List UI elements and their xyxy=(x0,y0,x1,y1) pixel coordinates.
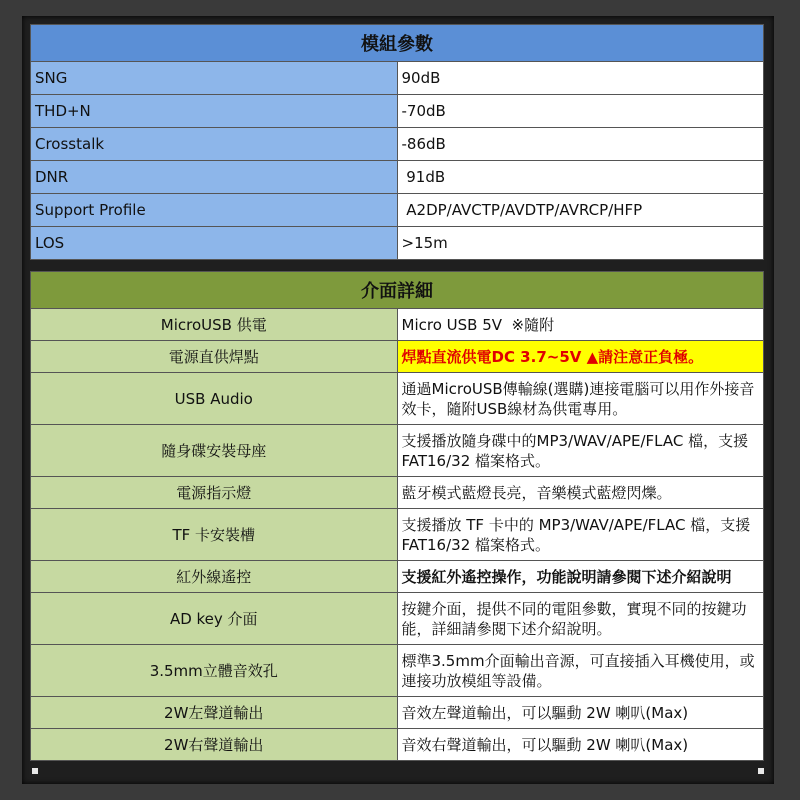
interface-label: 3.5mm立體音效孔 xyxy=(31,645,398,697)
param-value: >15m xyxy=(397,227,764,260)
interface-value: 按鍵介面，提供不同的電阻參數，實現不同的按鍵功能，詳細請參閱下述介紹說明。 xyxy=(397,593,764,645)
interface-label: 隨身碟安裝母座 xyxy=(31,425,398,477)
param-value: 91dB xyxy=(397,161,764,194)
interface-value: 通過MicroUSB傳輸線(選購)連接電腦可以用作外接音效卡，隨附USB線材為供電專用。 xyxy=(397,373,764,425)
interface-value: 支援播放隨身碟中的MP3/WAV/APE/FLAC 檔，支援FAT16/32 檔案格式。 xyxy=(397,425,764,477)
param-value: 90dB xyxy=(397,62,764,95)
interface-value: 藍牙模式藍燈長亮，音樂模式藍燈閃爍。 xyxy=(397,477,764,509)
table-row xyxy=(31,161,764,194)
param-label: DNR xyxy=(31,161,398,194)
table-row xyxy=(31,729,764,761)
table-row xyxy=(31,128,764,161)
interface-value: 音效右聲道輸出，可以驅動 2W 喇叭(Max) xyxy=(397,729,764,761)
table-row xyxy=(31,227,764,260)
interface-label: MicroUSB 供電 xyxy=(31,309,398,341)
table-row xyxy=(31,697,764,729)
interface-label: 紅外線遙控 xyxy=(31,561,398,593)
interface-label: 2W左聲道輸出 xyxy=(31,697,398,729)
interface-label: 電源指示燈 xyxy=(31,477,398,509)
table-row xyxy=(31,309,764,341)
table-row xyxy=(31,425,764,477)
param-label: LOS xyxy=(31,227,398,260)
param-label: Support Profile xyxy=(31,194,398,227)
module-params-table xyxy=(30,24,764,260)
warning-value: 焊點直流供電DC 3.7~5V ▲請注意正負極。 xyxy=(397,341,764,373)
param-value: A2DP/AVCTP/AVDTP/AVRCP/HFP xyxy=(397,194,764,227)
interface-label: TF 卡安裝槽 xyxy=(31,509,398,561)
param-value: -86dB xyxy=(397,128,764,161)
corner-marker xyxy=(758,768,764,774)
table-row xyxy=(31,341,764,373)
param-value: -70dB xyxy=(397,95,764,128)
table-row xyxy=(31,95,764,128)
table-row xyxy=(31,373,764,425)
interface-label: USB Audio xyxy=(31,373,398,425)
param-label: Crosstalk xyxy=(31,128,398,161)
table-row xyxy=(31,561,764,593)
interface-title: 介面詳細 xyxy=(31,272,764,309)
interface-value: Micro USB 5V ※隨附 xyxy=(397,309,764,341)
table-row xyxy=(31,645,764,697)
interface-label: 電源直供焊點 xyxy=(31,341,398,373)
interface-value: 標準3.5mm介面輸出音源，可直接插入耳機使用，或連接功放模組等設備。 xyxy=(397,645,764,697)
interface-value: 支援紅外遙控操作，功能說明請參閱下述介紹說明 xyxy=(397,561,764,593)
interface-value: 音效左聲道輸出，可以驅動 2W 喇叭(Max) xyxy=(397,697,764,729)
param-label: THD+N xyxy=(31,95,398,128)
interface-value: 支援播放 TF 卡中的 MP3/WAV/APE/FLAC 檔，支援FAT16/32 檔案格式。 xyxy=(397,509,764,561)
table-row xyxy=(31,477,764,509)
module-params-title: 模組參數 xyxy=(31,25,764,62)
corner-marker xyxy=(32,768,38,774)
interface-label: AD key 介面 xyxy=(31,593,398,645)
table-row xyxy=(31,194,764,227)
param-label: SNG xyxy=(31,62,398,95)
table-row xyxy=(31,509,764,561)
interface-table xyxy=(30,271,764,761)
table-row xyxy=(31,62,764,95)
interface-label: 2W右聲道輸出 xyxy=(31,729,398,761)
table-row xyxy=(31,593,764,645)
